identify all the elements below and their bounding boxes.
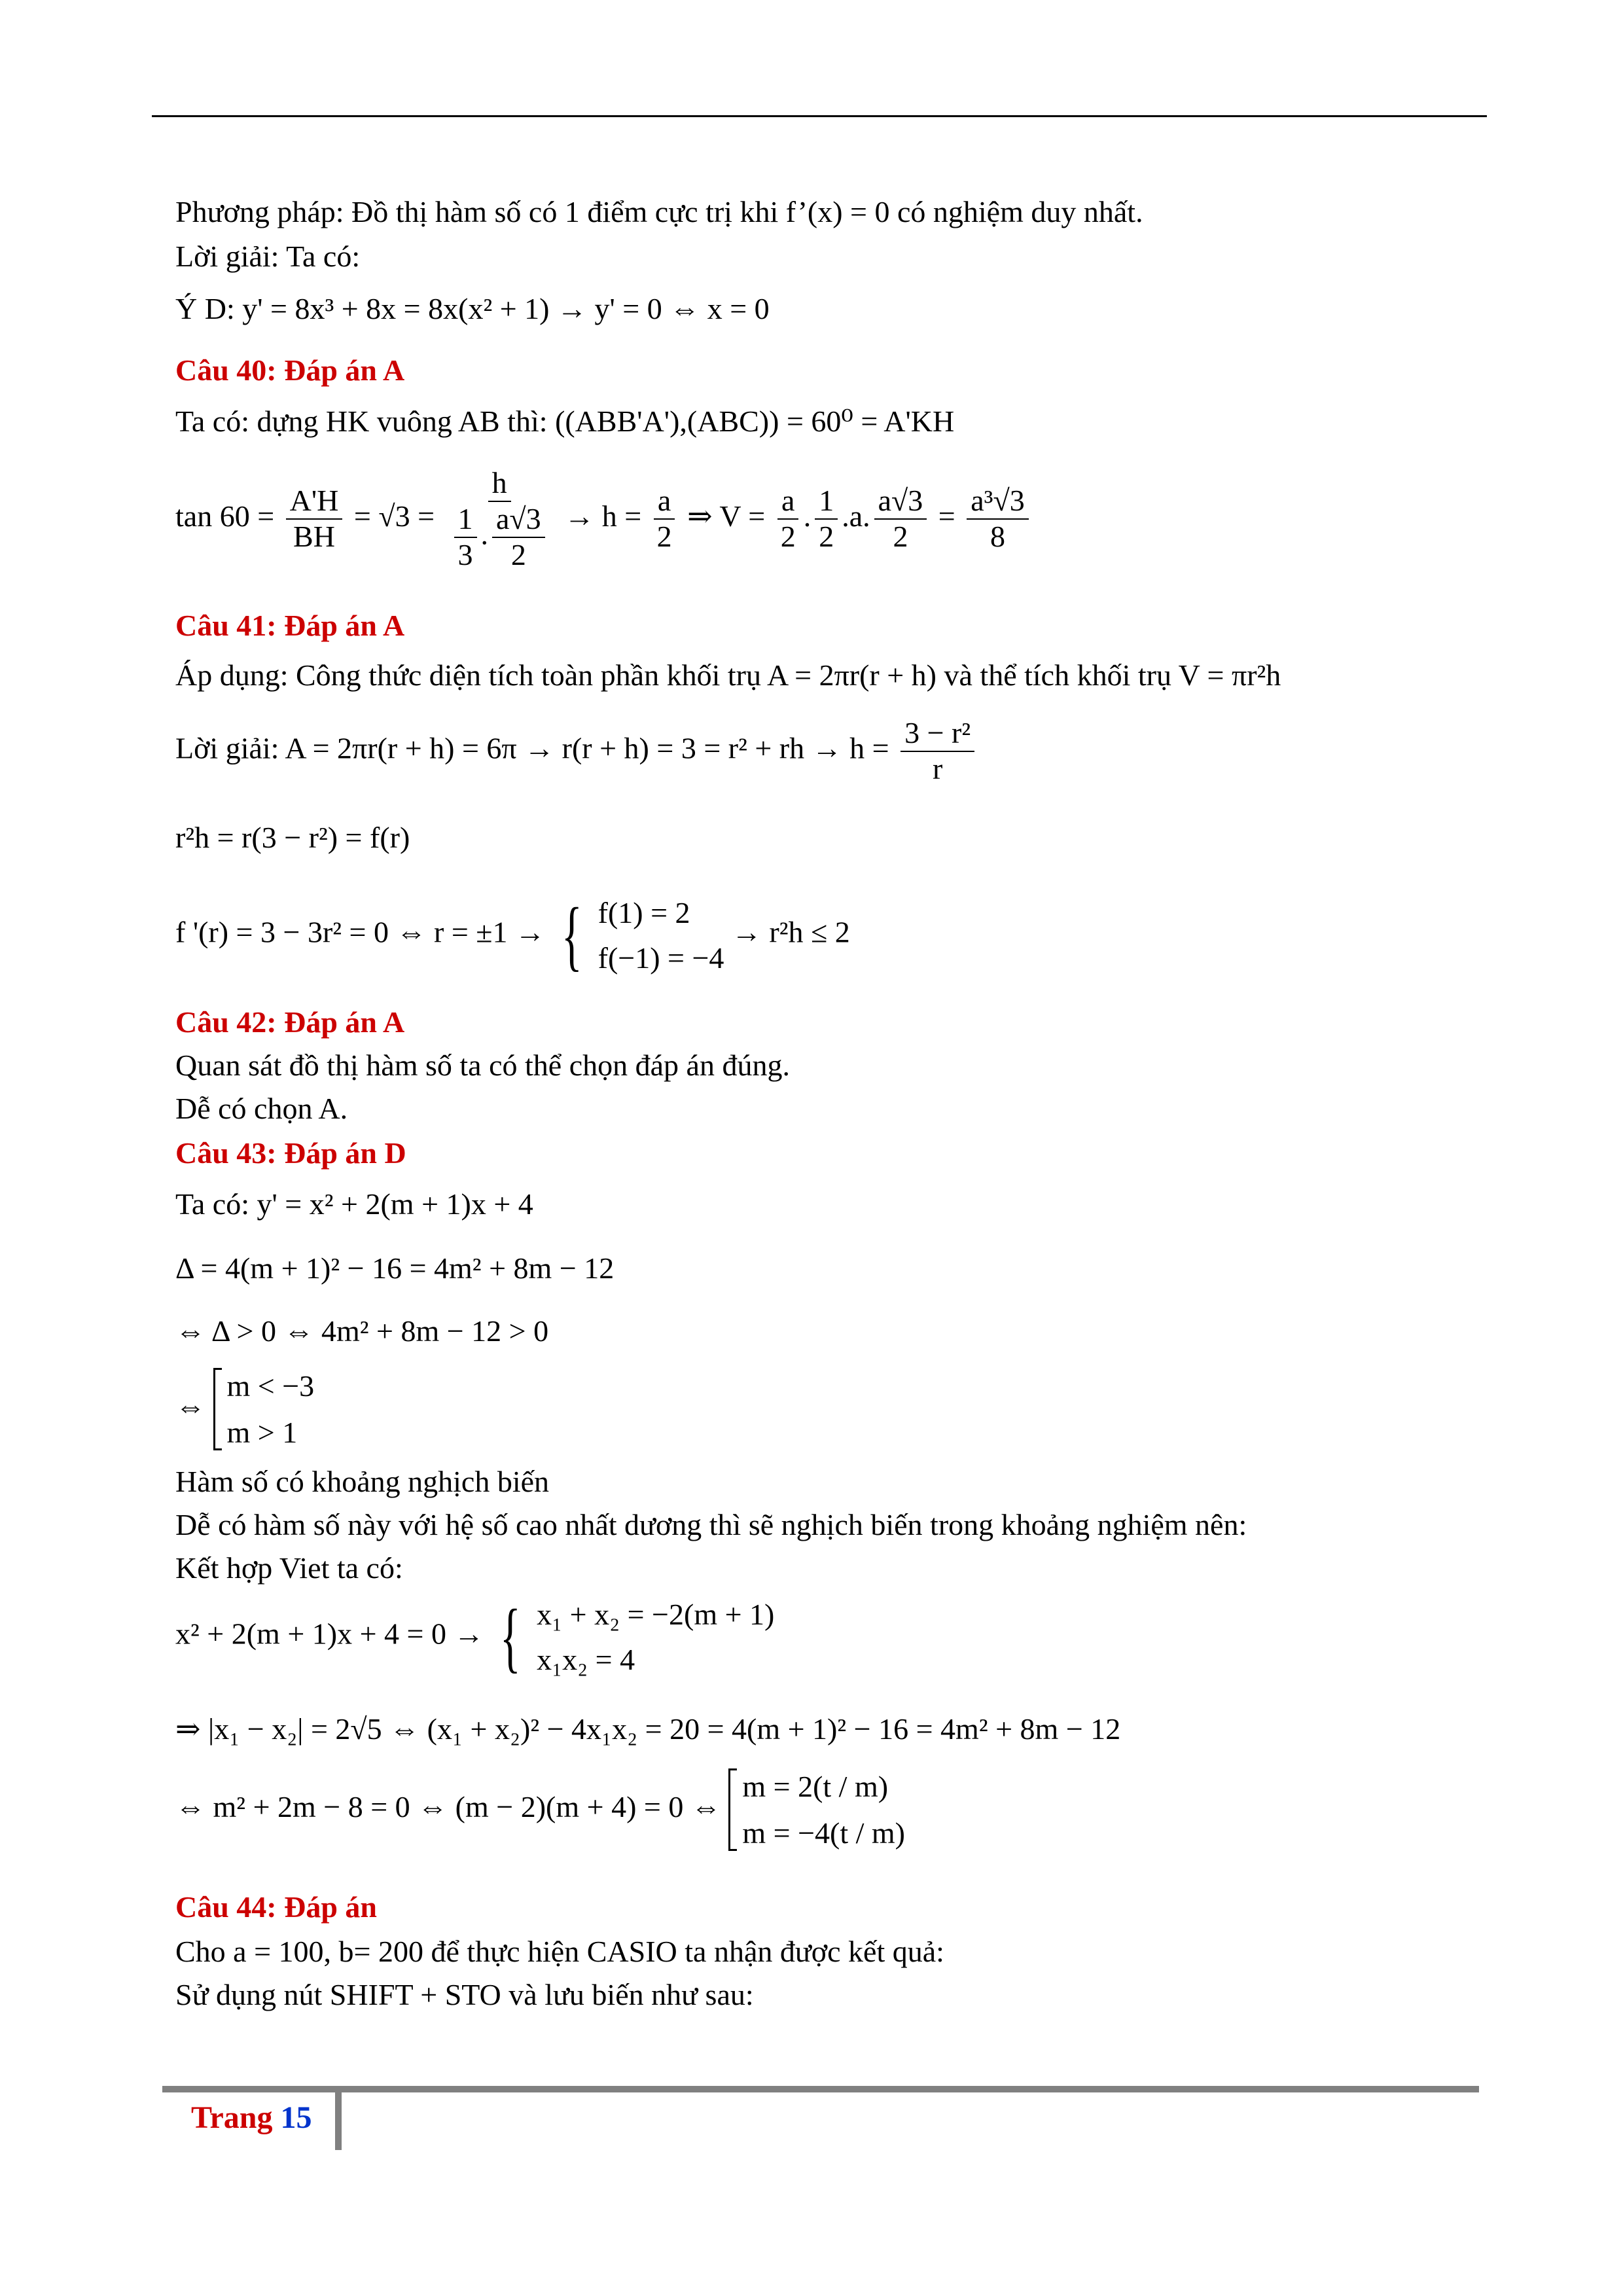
q41-derivative-line: f '(r) = 3 − 3r² = 0 ⇔ r = ±1 → { f(1) = 2 f(−1) = −4 → r²h ≤ 2 — [175, 890, 850, 980]
fraction-h-over: h $\frac{1}{3}$ . $\frac{a√3}{2}$ — [446, 466, 553, 573]
question-42-heading: Câu 42: Đáp án A — [175, 1005, 405, 1039]
sqrt3-eq: = √3 = — [353, 499, 435, 533]
page-number — [191, 2100, 312, 2136]
h-arrow: → h = — [564, 499, 642, 533]
system-brace: { f(1) = 2 f(−1) = −4 — [561, 891, 724, 978]
q43-final-line: ⇔ m² + 2m − 8 = 0 ⇔ (m − 2)(m + 4) = 0 ⇔ m = 2(t / m) m = −4(t / m) — [175, 1770, 905, 1850]
question-44-heading: Câu 44: Đáp án — [175, 1890, 378, 1924]
q43-bracket-solution: ⇔ m < −3 m > 1 — [175, 1369, 315, 1450]
tan-lead: tan 60 = — [175, 499, 275, 533]
q43-viet-system: x² + 2(m + 1)x + 4 = 0 → { x₁ + x₂ = −2(m + 1) x₁x₂ = 4 — [175, 1592, 774, 1682]
q43-delta: Δ = 4(m + 1)² − 16 = 4m² + 8m − 12 — [175, 1251, 615, 1285]
q40-angle-line: Ta có: dựng HK vuông AB thì: ((ABB'A'),(ABC)) = 60⁰ = A'KH — [175, 404, 955, 438]
q43-line-viet: Kết hợp Viet ta có: — [175, 1551, 403, 1585]
q43-line-coef: Dễ có hàm số này với hệ số cao nhất dương thì sẽ nghịch biến trong khoảng nghiệm nên: — [175, 1508, 1247, 1541]
q43-delta-condition: ⇔ Δ > 0 ⇔ 4m² + 8m − 12 > 0 — [175, 1314, 549, 1348]
fraction-a-2-b: $\frac{a}{2}$ — [777, 484, 800, 554]
fraction-a-sqrt3-2: $\frac{a√3}{2}$ — [874, 484, 927, 554]
q44-line-2: Sử dụng nút SHIFT + STO và lưu biến như sau: — [175, 1978, 754, 2011]
fraction-result: $\frac{\text{a³√3}}{8}$ — [967, 484, 1028, 554]
v-implies: ⇒ V = — [687, 499, 766, 533]
q43-line-nb: Hàm số có khoảng nghịch biến — [175, 1465, 550, 1498]
viet-brace: { x₁ + x₂ = −2(m + 1) x₁x₂ = 4 — [499, 1593, 775, 1680]
fraction-ah-bh: $\frac{A'H}{BH}$ — [286, 484, 343, 554]
footer-divider — [335, 2090, 342, 2150]
page-value: 15 — [280, 2100, 312, 2135]
q43-distance-line: ⇒ |x₁ − x₂| = 2√5 ⇔ (x₁ + x₂)² − 4x₁x₂ = 20 = 4(m + 1)² − 16 = 4m² + 8m − 12 — [175, 1712, 1121, 1746]
header-rule — [152, 115, 1487, 117]
q41-solution-line: Lời giải: A = 2πr(r + h) = 6π → r(r + h) = 3 = r² + rh → h = $\frac{\text{3 − r²}}{r}$ — [175, 716, 978, 787]
q41-formula-line: Áp dụng: Công thức diện tích toàn phần khối trụ A = 2πr(r + h) và thể tích khối trụ V = πr²h — [175, 658, 1281, 692]
fraction-h: $\frac{\text{3 − r²}}{r}$ — [901, 716, 974, 787]
q41-function-line: r²h = r(3 − r²) = f(r) — [175, 821, 410, 854]
derivative-line: Ý D: y' = 8x³ + 8x = 8x(x² + 1) → y' = 0 ⇔ x = 0 — [175, 292, 770, 325]
question-43-heading: Câu 43: Đáp án D — [175, 1136, 406, 1170]
page-label: Trang — [191, 2100, 273, 2135]
q42-line-1: Quan sát đồ thị hàm số ta có thể chọn đáp án đúng. — [175, 1049, 790, 1082]
q40-volume-line: tan 60 = $\frac{A'H}{BH}$ = √3 = h $\frac{1}{3}$ . $\frac{a√3}{2}$ → h = $\frac{a}{2}$ ⇒ V = $\frac{a}{2}$ . $\frac{1}{2}$ .a. $\frac{a√3}{2}$ = $\frac{\text{a³√3}}{8}$ — [175, 466, 1033, 573]
q44-line-1: Cho a = 100, b= 200 để thực hiện CASIO ta nhận được kết quả: — [175, 1935, 944, 1968]
fraction-a-2: $\frac{a}{2}$ — [653, 484, 676, 554]
question-41-heading: Câu 41: Đáp án A — [175, 609, 405, 642]
q42-line-2: Dễ có chọn A. — [175, 1092, 348, 1125]
fraction-1-2: $\frac{1}{2}$ — [815, 484, 838, 554]
method-line: Phương pháp: Đồ thị hàm số có 1 điểm cực trị khi f’(x) = 0 có nghiệm duy nhất. — [175, 195, 1143, 228]
solution-line: Lời giải: Ta có: — [175, 240, 361, 273]
footer-rule — [162, 2086, 1479, 2092]
q43-derivative: Ta có: y' = x² + 2(m + 1)x + 4 — [175, 1187, 533, 1221]
question-40-heading: Câu 40: Đáp án A — [175, 353, 405, 387]
